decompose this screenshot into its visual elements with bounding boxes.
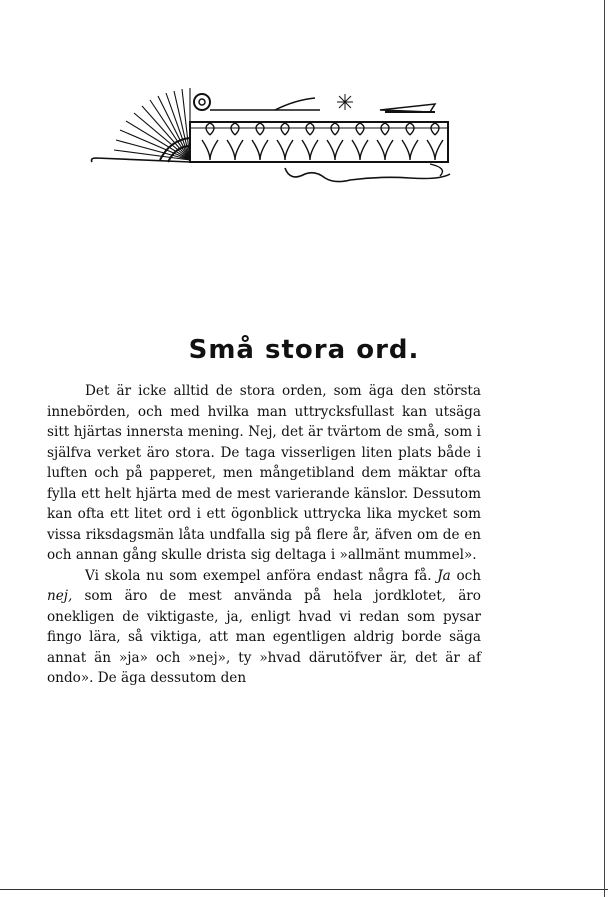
paragraph-1 (47, 381, 481, 566)
paragraph-2 (47, 566, 481, 689)
paragraph-2-text: och (450, 567, 481, 584)
paragraph-2-text: Vi skola nu som exempel anföra endast några få. (85, 567, 438, 584)
heart-motif-row (202, 123, 443, 160)
body-text (47, 381, 481, 689)
decorative-headpiece-ornament (90, 80, 460, 195)
italic-word-ja: Ja (437, 567, 451, 584)
chapter-title: Små stora ord. (188, 335, 420, 365)
star-flourish-icon (337, 94, 353, 110)
paragraph-1-text: Det är icke alltid de stora orden, som äga den största innebörden, och med hvilka man uttrycksfullast kan utsäga sitt hjärtas innersta mening. Nej, det är tvärtom de små, som i själfva verket äro stora. De taga visserligen liten plats både i luften och på papperet, men mångetibland dem mäktar ofta fylla ett helt hjärta med de mest varierande känslor. Dessutom kan ofta ett litet ord i ett ögonblick uttrycka lika mycket som vissa riksdagsmän låta undfalla sig på flere år, äfven om de en och annan gång skulle drista sig deltaga i »allmänt mummel». (47, 383, 481, 563)
italic-word-nej: nej, (47, 588, 73, 604)
page-bottom-edge (0, 889, 608, 890)
page-right-edge (604, 0, 605, 897)
paragraph-2-text: som äro de mest använda på hela jordklotet, äro onekligen de viktigaste, ja, enligt hvad vi redan som pysar fingo lära, så viktiga, att man egentligen aldrig borde säga annat än »ja» och »nej», ty »hvad därutöfver är, det är af ondo». De äga dessutom den (47, 588, 481, 686)
